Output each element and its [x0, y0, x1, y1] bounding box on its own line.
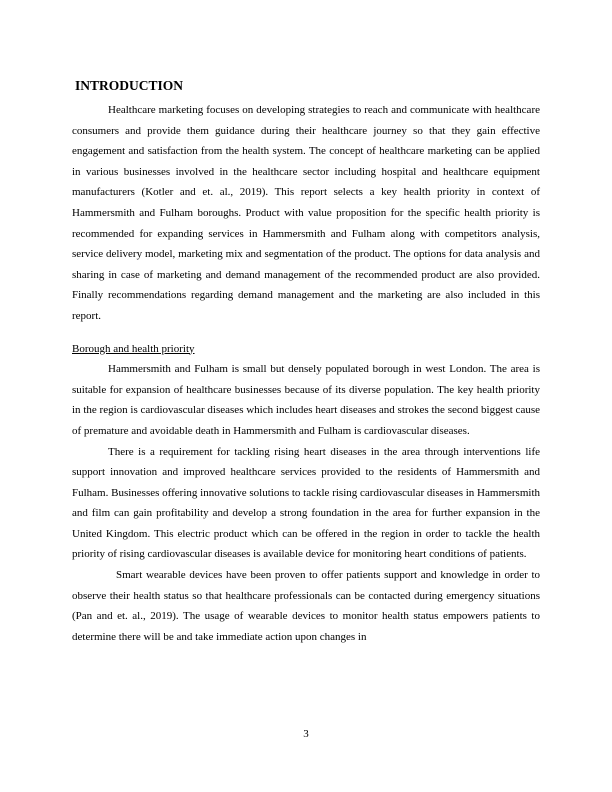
paragraph-wearables: Smart wearable devices have been proven to offer patients support and knowledge in order to observe their health status so that healthcare professionals can be contacted during emergency situations (Pan and et. al., 2019). The usage of wearable devices to monitor health status empowers patients to determine there will be and take immediate action upon changes in [72, 569, 540, 643]
intro-paragraph: Healthcare marketing focuses on developing strategies to reach and communicate with healthcare consumers and provide them guidance during their healthcare journey so that they gain effective engagement and satisfaction from the health system. The concept of healthcare marketing can be applied in various businesses involved in the healthcare sector including hospital and healthcare equipment manufacturers (Kotler and et. al., 2019). This report selects a key health priority in context of Hammersmith and Fulham boroughs. Product with value proposition for the specific health priority is recommended for expanding services in Hammersmith and Fulham along with competitors analysis, service delivery model, marketing mix and segmentation of the product. The options for data analysis and sharing in case of marketing and demand management of the recommended product are also provided. Finally recommendations regarding demand management and the marketing are also included in this report. [72, 104, 540, 322]
paragraph-requirement: There is a requirement for tackling rising heart diseases in the area through interventions life support innovation and improved healthcare services provided to the residents of Hammersmith and Fulham. Businesses offering innovative solutions to tackle rising cardiovascular diseases in Hammersmith and film can gain profitability and develop a strong foundation in the area for further expansion in the United Kingdom. This electric product which can be offered in the region in order to tackle the health priority of rising cardiovascular diseases is available device for monitoring heart conditions of patients. [72, 445, 540, 561]
spacer [72, 327, 540, 333]
document-page [72, 76, 540, 647]
page-number: 3 [303, 728, 309, 740]
subheading: Borough and health priority [72, 342, 195, 355]
section-heading: INTRODUCTION [75, 78, 184, 93]
paragraph-borough: Hammersmith and Fulham is small but densely populated borough in west London. The area is suitable for expansion of healthcare businesses because of its diverse population. The key health priority in the region is cardiovascular diseases which includes heart diseases and strokes the second biggest cause of premature and avoidable death in Hammersmith and Fulham is cardiovascular diseases. [72, 363, 540, 437]
